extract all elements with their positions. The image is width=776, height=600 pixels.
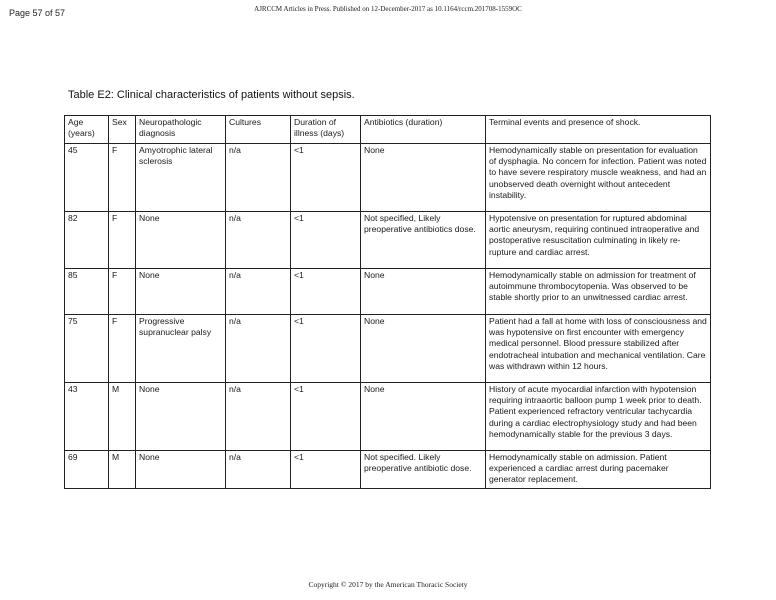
cell-terminal_events: Hemodynamically stable on admission. Patient experienced a cardiac arrest during pacemaker generator replacement. (486, 451, 711, 489)
cell-cultures: n/a (226, 269, 291, 315)
table-row (65, 212, 711, 269)
cell-diagnosis: None (136, 451, 226, 489)
cell-age: 85 (65, 269, 109, 315)
cell-sex: M (109, 383, 136, 451)
column-header: Cultures (226, 116, 291, 144)
cell-antibiotics: None (361, 383, 486, 451)
table-row (65, 383, 711, 451)
cell-duration: <1 (291, 315, 361, 383)
cell-cultures: n/a (226, 383, 291, 451)
cell-terminal_events: Hemodynamically stable on presentation for evaluation of dysphagia. No concern for infection. Patient was noted to have severe respiratory muscle weakness, and had an unobserved death overnight without antecedent instability. (486, 144, 711, 212)
table-row (65, 315, 711, 383)
cell-diagnosis: Progressive supranuclear palsy (136, 315, 226, 383)
cell-cultures: n/a (226, 144, 291, 212)
cell-sex: F (109, 144, 136, 212)
cell-cultures: n/a (226, 315, 291, 383)
cell-age: 69 (65, 451, 109, 489)
cell-age: 45 (65, 144, 109, 212)
table-row (65, 269, 711, 315)
column-header: Duration of illness (days) (291, 116, 361, 144)
table-title: Table E2: Clinical characteristics of patients without sepsis. (68, 89, 355, 101)
cell-age: 82 (65, 212, 109, 269)
cell-antibiotics: None (361, 269, 486, 315)
cell-diagnosis: None (136, 383, 226, 451)
cell-cultures: n/a (226, 451, 291, 489)
table-header-row (65, 116, 711, 144)
cell-terminal_events: Hemodynamically stable on admission for treatment of autoimmune thrombocytopenia. Was observed to be stable shortly prior to an unwitnessed cardiac arrest. (486, 269, 711, 315)
cell-diagnosis: Amyotrophic lateral sclerosis (136, 144, 226, 212)
cell-duration: <1 (291, 269, 361, 315)
journal-header: AJRCCM Articles in Press. Published on 12-December-2017 as 10.1164/rccm.201708-1559OC (254, 5, 522, 13)
cell-age: 43 (65, 383, 109, 451)
cell-age: 75 (65, 315, 109, 383)
cell-duration: <1 (291, 212, 361, 269)
cell-antibiotics: Not specified. Likely preoperative antibiotic dose. (361, 451, 486, 489)
clinical-characteristics-table (64, 115, 711, 489)
cell-terminal_events: History of acute myocardial infarction with hypotension requiring intraaortic balloon pump 1 week prior to death. Patient experienced refractory ventricular tachycardia during a cardiac electrophysiology study and had been hemodynamically stable for the previous 3 days. (486, 383, 711, 451)
cell-diagnosis: None (136, 212, 226, 269)
cell-antibiotics: None (361, 315, 486, 383)
page-number: Page 57 of 57 (9, 8, 66, 18)
cell-diagnosis: None (136, 269, 226, 315)
cell-cultures: n/a (226, 212, 291, 269)
cell-terminal_events: Hypotensive on presentation for ruptured abdominal aortic aneurysm, requiring continued intraoperative and postoperative resuscitation culminating in likely re-rupture and cardiac arrest. (486, 212, 711, 269)
cell-sex: F (109, 212, 136, 269)
column-header: Neuropathologic diagnosis (136, 116, 226, 144)
cell-sex: F (109, 269, 136, 315)
cell-antibiotics: Not specified, Likely preoperative antibiotics dose. (361, 212, 486, 269)
copyright-footer: Copyright © 2017 by the American Thoracic Society (308, 580, 468, 589)
table-header (65, 116, 711, 144)
cell-sex: M (109, 451, 136, 489)
cell-terminal_events: Patient had a fall at home with loss of consciousness and was hypotensive on first encounter with emergency medical personnel. Blood pressure stabilized after endotracheal intubation and mechanical ventilation. Care was withdrawn within 12 hours. (486, 315, 711, 383)
table-row (65, 451, 711, 489)
column-header: Age (years) (65, 116, 109, 144)
column-header: Sex (109, 116, 136, 144)
cell-sex: F (109, 315, 136, 383)
cell-duration: <1 (291, 451, 361, 489)
table-row (65, 144, 711, 212)
column-header: Antibiotics (duration) (361, 116, 486, 144)
cell-antibiotics: None (361, 144, 486, 212)
cell-duration: <1 (291, 144, 361, 212)
column-header: Terminal events and presence of shock. (486, 116, 711, 144)
cell-duration: <1 (291, 383, 361, 451)
